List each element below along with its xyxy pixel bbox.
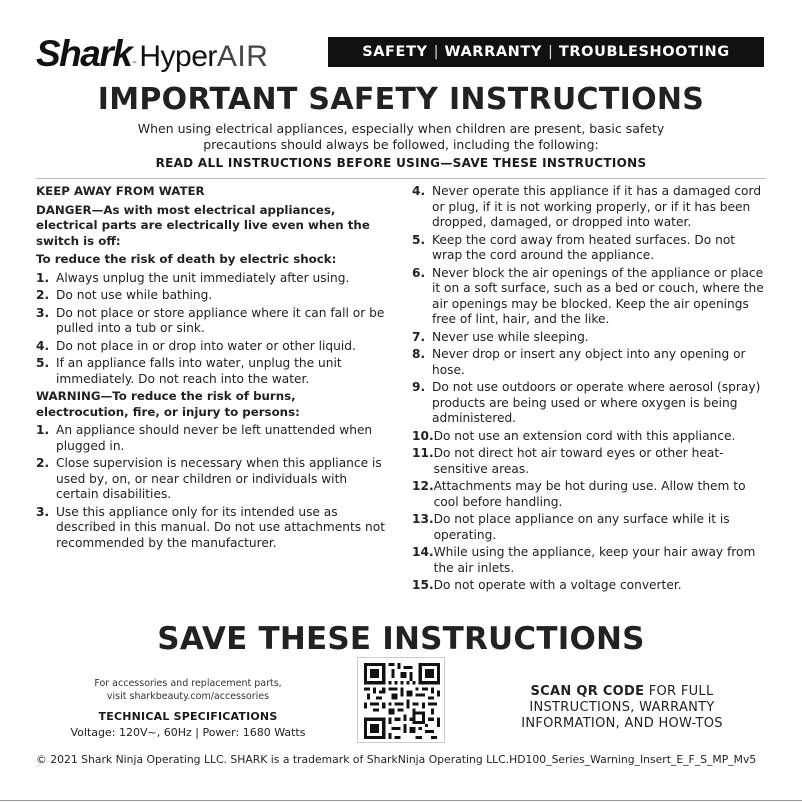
item-number: 5. bbox=[412, 232, 426, 247]
list-item bbox=[412, 184, 768, 231]
list-item bbox=[36, 288, 392, 304]
list-item bbox=[412, 429, 768, 445]
list-item bbox=[412, 266, 768, 328]
list-item bbox=[412, 545, 768, 576]
item-number: 8. bbox=[412, 347, 426, 361]
item-number: 5. bbox=[36, 356, 50, 370]
item-number: 12. bbox=[412, 479, 434, 493]
product-name-air: AIR bbox=[216, 40, 269, 73]
item-text: Do not operate with a voltage converter. bbox=[433, 578, 682, 592]
specs-text: Voltage: 120V~, 60Hz | Power: 1680 Watts bbox=[70, 726, 306, 739]
item-number: 15. bbox=[412, 578, 434, 592]
list-item bbox=[36, 306, 392, 337]
list-item bbox=[412, 233, 768, 264]
list-item bbox=[36, 356, 392, 387]
accessories-line-2: visit sharkbeauty.com/accessories bbox=[106, 691, 270, 702]
item-text: An appliance should never be left unattended when plugged in. bbox=[56, 423, 373, 453]
list-item bbox=[36, 505, 392, 552]
item-text: Do not use outdoors or operate where aerosol (spray) products are being used or where oxygen is being administered. bbox=[432, 380, 761, 425]
header-warranty: WARRANTY bbox=[444, 44, 542, 60]
list-item bbox=[36, 456, 392, 503]
right-column bbox=[412, 184, 768, 596]
item-number: 4. bbox=[36, 338, 50, 353]
qr-code-icon bbox=[364, 663, 440, 739]
item-number: 10. bbox=[412, 428, 434, 443]
water-heading: KEEP AWAY FROM WATER bbox=[36, 184, 205, 198]
header-separator: | bbox=[433, 44, 439, 60]
item-number: 7. bbox=[412, 329, 426, 344]
save-instructions-title: SAVE THESE INSTRUCTIONS bbox=[157, 621, 645, 657]
header-safety: SAFETY bbox=[362, 44, 428, 60]
item-text: Do not direct hot air toward eyes or other heat-sensitive areas. bbox=[433, 446, 724, 476]
item-number: 14. bbox=[412, 545, 434, 559]
list-item bbox=[36, 423, 392, 454]
copyright-footer: © 2021 Shark Ninja Operating LLC. SHARK is a trademark of SharkNinja Operating LLC.HD100_Series_Warning_Insert_E_F_S_MP_Mv5 bbox=[36, 753, 757, 766]
product-name-hyper: Hyper bbox=[139, 40, 217, 73]
list-item bbox=[412, 446, 768, 477]
item-text: Do not use while bathing. bbox=[56, 288, 213, 302]
item-text: Do not place appliance on any surface while it is operating. bbox=[433, 512, 730, 542]
accessories-note bbox=[60, 677, 316, 703]
item-number: 2. bbox=[36, 288, 50, 302]
item-number: 2. bbox=[36, 456, 50, 470]
item-text: While using the appliance, keep your hair away from the air inlets. bbox=[433, 545, 756, 575]
item-text: Never operate this appliance if it has a damaged cord or plug, if it is not working properly, or if it has been dropped, damaged, or dropped into water. bbox=[432, 184, 762, 229]
item-number: 4. bbox=[412, 184, 426, 198]
shock-heading: To reduce the risk of death by electric shock: bbox=[36, 252, 337, 266]
item-text: Do not use an extension cord with this appliance. bbox=[433, 428, 736, 443]
danger-heading: DANGER—As with most electrical appliances, electrical parts are electrically live even when the switch is off: bbox=[36, 202, 370, 248]
item-text: Attachments may be hot during use. Allow them to cool before handling. bbox=[433, 479, 746, 509]
item-number: 9. bbox=[412, 380, 426, 394]
section-header-bar bbox=[328, 37, 764, 67]
item-text: Never drop or insert any object into any opening or hose. bbox=[432, 347, 746, 377]
item-text: Do not place in or drop into water or other liquid. bbox=[56, 338, 356, 353]
specs-title: TECHNICAL SPECIFICATIONS bbox=[98, 710, 278, 723]
list-item bbox=[412, 330, 768, 346]
header-troubleshooting: TROUBLESHOOTING bbox=[558, 44, 730, 60]
list-item bbox=[412, 380, 768, 427]
item-text: Always unplug the unit immediately after using. bbox=[56, 270, 350, 285]
item-text: Never block the air openings of the appliance or place it on a soft surface, such as a bed or couch, where the air openings may be blocked. Keep the air openings free of lint, hair, and the like. bbox=[432, 265, 764, 326]
bottom-divider bbox=[0, 800, 802, 801]
item-text: Close supervision is necessary when this appliance is used by, on, or near children or individuals with certain disabilities. bbox=[56, 456, 382, 501]
list-item bbox=[412, 347, 768, 378]
accessories-line-1: For accessories and replacement parts, bbox=[94, 678, 282, 689]
list-item bbox=[412, 512, 768, 543]
warning-heading: WARNING—To reduce the risk of burns, electrocution, fire, or injury to persons: bbox=[36, 389, 300, 419]
qr-code[interactable] bbox=[357, 657, 445, 743]
scan-qr-text bbox=[478, 684, 766, 732]
item-text: If an appliance falls into water, unplug the unit immediately. Do not reach into the water. bbox=[56, 356, 342, 386]
item-text: Keep the cord away from heated surfaces. Do not wrap the cord around the appliance. bbox=[432, 232, 736, 262]
list-item bbox=[412, 479, 768, 510]
header-separator: | bbox=[548, 44, 553, 60]
divider bbox=[36, 178, 766, 179]
brand-logo bbox=[36, 33, 268, 73]
read-all-notice: READ ALL INSTRUCTIONS BEFORE USING—SAVE THESE INSTRUCTIONS bbox=[155, 156, 647, 170]
item-number: 13. bbox=[412, 512, 434, 526]
scan-qr-bold: SCAN QR CODE bbox=[530, 684, 645, 699]
item-text: Use this appliance only for its intended use as described in this manual. Do not use attachments not recommended by the manufacturer. bbox=[56, 504, 385, 550]
item-text: Do not place or store appliance where it can fall or be pulled into a tub or sink. bbox=[56, 305, 385, 335]
item-number: 1. bbox=[36, 270, 50, 285]
item-text: Never use while sleeping. bbox=[432, 329, 589, 344]
item-number: 3. bbox=[36, 305, 50, 320]
item-number: 3. bbox=[36, 504, 50, 519]
page-title: IMPORTANT SAFETY INSTRUCTIONS bbox=[97, 82, 705, 117]
item-number: 6. bbox=[412, 265, 426, 280]
brand-tm: ™ bbox=[131, 61, 138, 68]
item-number: 11. bbox=[412, 446, 434, 460]
list-item bbox=[412, 578, 768, 594]
brand-name: Shark bbox=[36, 33, 132, 74]
left-column bbox=[36, 184, 392, 553]
scan-qr-rest: FOR FULL INSTRUCTIONS, WARRANTY INFORMATION, AND HOW-TOS bbox=[521, 684, 723, 731]
item-number: 1. bbox=[36, 423, 50, 437]
intro-text: When using electrical appliances, especially when children are present, basic safety precautions should always be followed, including the following: bbox=[137, 121, 665, 152]
list-item bbox=[36, 271, 392, 287]
list-item bbox=[36, 339, 392, 355]
